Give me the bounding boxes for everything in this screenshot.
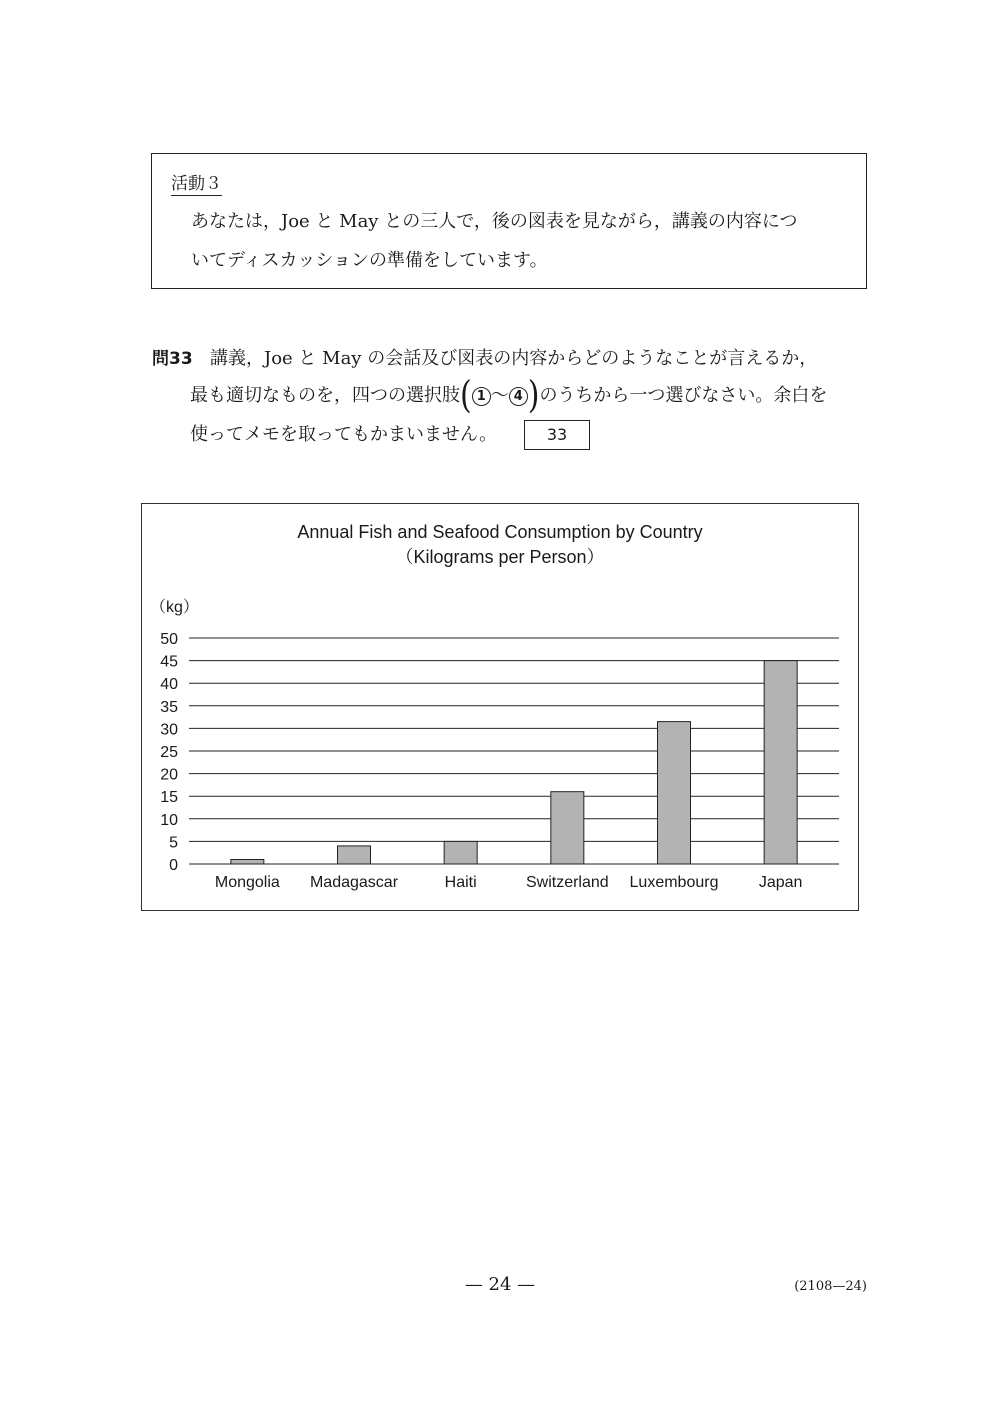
y-tick-label: 0: [169, 857, 178, 874]
x-tick-label: Luxembourg: [629, 874, 719, 891]
bar-japan: [764, 661, 797, 864]
y-tick-label: 15: [160, 789, 178, 807]
open-paren: (: [460, 373, 472, 418]
x-tick-label: Switzerland: [525, 874, 609, 891]
close-paren: ): [527, 373, 540, 418]
y-tick-label: 50: [160, 631, 178, 648]
activity-text-line-2: いてディスカッションの準備をしています。: [191, 250, 548, 271]
y-tick-label: 25: [160, 744, 178, 761]
y-tick-label: 20: [160, 766, 178, 784]
question-line-2: [190, 373, 828, 418]
gridlines: [189, 638, 839, 864]
bar-mongolia: [231, 859, 264, 864]
bars: [231, 661, 797, 864]
y-tick-label: 40: [160, 676, 178, 694]
y-tick-label: 30: [160, 721, 178, 739]
chart-title: Annual Fish and Seafood Consumption by Country: [297, 522, 703, 542]
x-tick-label: Mongolia: [214, 874, 280, 891]
y-axis-label: （kg）: [150, 599, 199, 616]
chart-subtitle: （Kilograms per Person）: [395, 547, 605, 567]
y-tick-label: 35: [160, 698, 178, 716]
bar-chart: [142, 504, 858, 910]
choice-separator: ～: [490, 385, 509, 406]
bar-luxembourg: [658, 722, 691, 864]
question-line-1: 講義，Joe と May の会話及び図表の内容からどのようなことが言えるか，: [210, 348, 818, 369]
bar-switzerland: [551, 792, 584, 864]
question-line-3: 使ってメモを取ってもかまいません。: [190, 424, 498, 445]
x-tick-label: Haiti: [444, 874, 477, 891]
tick-labels: [160, 631, 802, 891]
y-tick-label: 5: [169, 834, 178, 852]
x-tick-label: Japan: [758, 874, 803, 891]
exam-code: (2108—24): [794, 1279, 867, 1294]
question-line-2-end: のうちから一つ選びなさい。余白を: [539, 385, 828, 406]
question-line-2-start: 最も適切なものを，四つの選択肢: [190, 385, 460, 406]
activity-box: [151, 153, 867, 289]
chart-frame: [141, 503, 859, 911]
y-tick-label: 10: [160, 811, 178, 829]
x-tick-label: Madagascar: [309, 874, 399, 891]
page-number: — 24 —: [464, 1274, 536, 1295]
choice-first-circle: 1: [472, 387, 491, 406]
bar-haiti: [444, 841, 477, 864]
choice-last-circle: 4: [509, 387, 528, 406]
bar-madagascar: [338, 846, 371, 864]
activity-label: 活動３: [171, 174, 222, 194]
answer-box[interactable]: 33: [524, 420, 590, 450]
y-tick-label: 45: [160, 653, 178, 671]
question-number: 問33: [152, 349, 193, 369]
activity-text-line-1: あなたは，Joe と May との三人で，後の図表を見ながら，講義の内容につ: [191, 211, 798, 232]
